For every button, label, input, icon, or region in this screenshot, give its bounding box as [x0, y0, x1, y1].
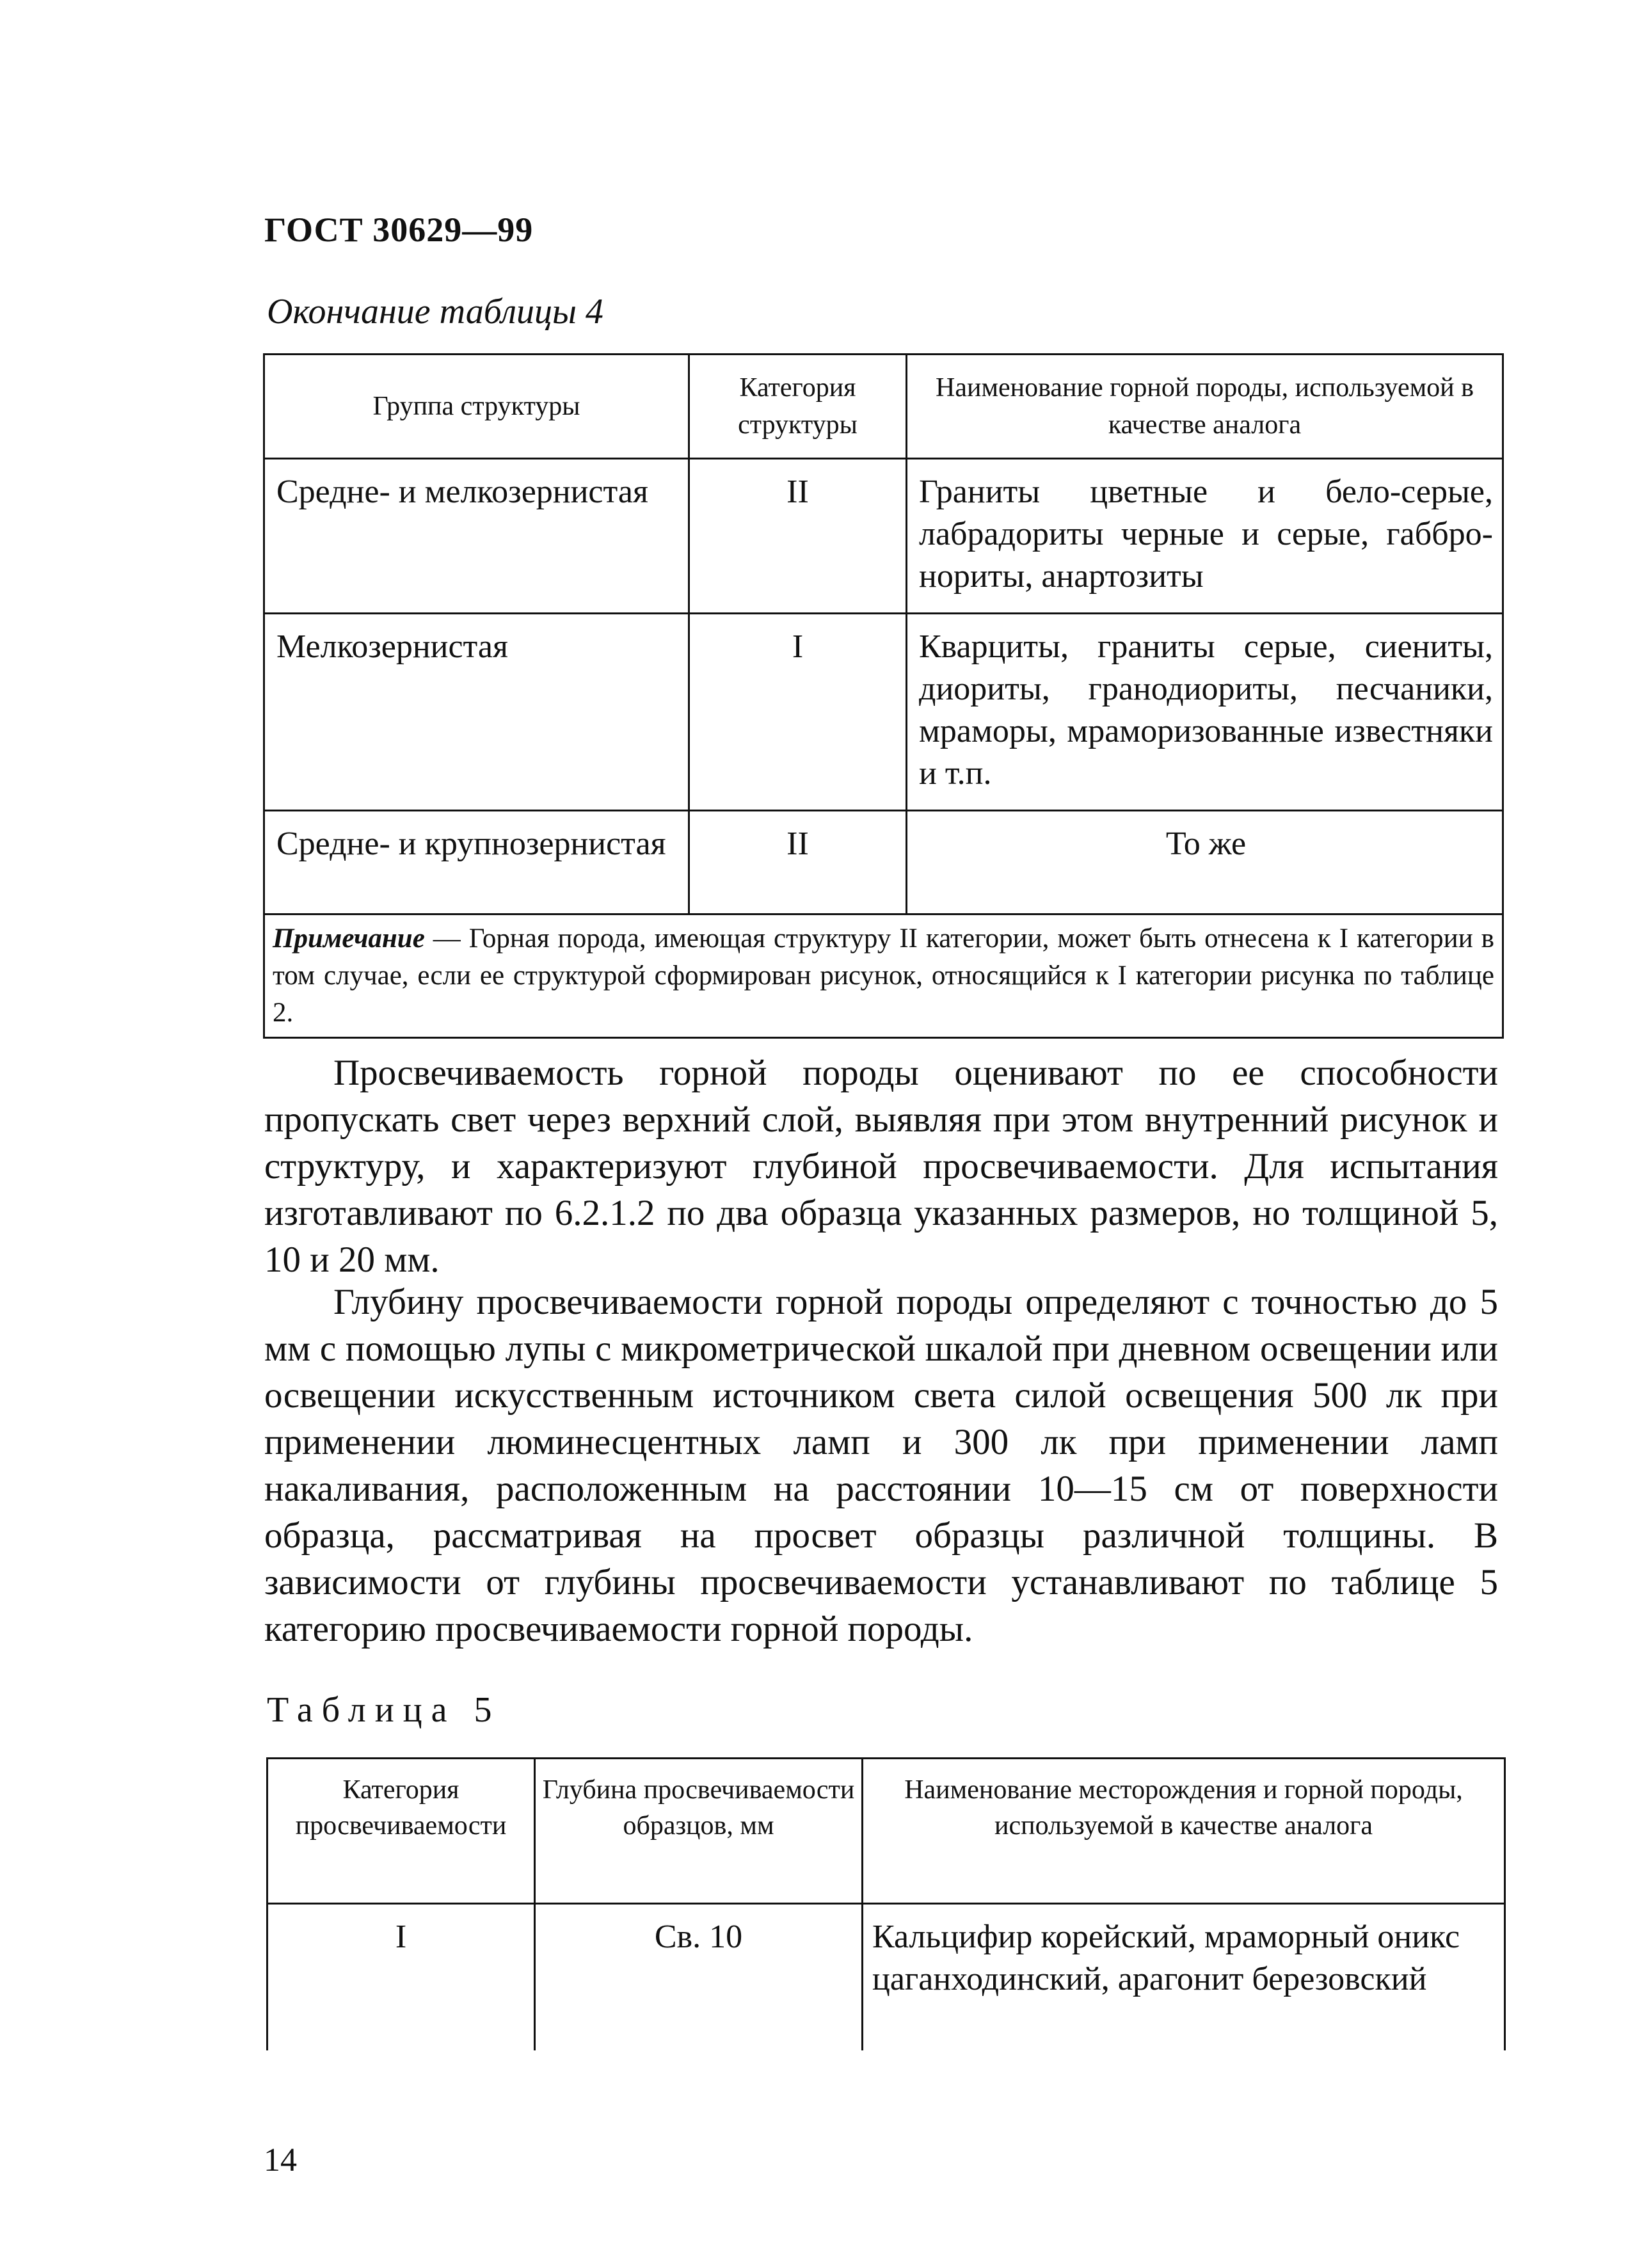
table-row — [264, 459, 1503, 614]
table4-cell-rock: Кварциты, граниты серые, сиениты, диориты, гранодиориты, песчаники, мраморы, мраморизованные известняки и т.п. — [907, 614, 1503, 811]
table5-header-depth: Глубина просвечиваемости образцов, мм — [535, 1759, 863, 1904]
document-code: ГОСТ 30629—99 — [264, 211, 534, 249]
table-row — [264, 614, 1503, 811]
table-row — [267, 1904, 1505, 2051]
table4-header-rock: Наименование горной породы, используемой в качестве аналога — [907, 355, 1503, 459]
table4-cell-category: II — [689, 811, 907, 914]
table4-cell-category: I — [689, 614, 907, 811]
table4 — [263, 353, 1504, 1039]
page-number: 14 — [264, 2142, 297, 2178]
table4-cell-category: II — [689, 459, 907, 614]
table5-header-deposit: Наименование месторождения и горной породы, используемой в качестве аналога — [863, 1759, 1505, 1904]
table4-cell-rock: Граниты цветные и бело-серые, лабрадориты черные и серые, габбро-нориты, анартозиты — [907, 459, 1503, 614]
paragraph-depth-method: Глубину просвечиваемости горной породы определяют с точностью до 5 мм с помощью лупы с микрометрической шкалой при дневном освещении или освещении искусственным источником света силой освещения 500 лк при применении люминесцентных ламп и 300 лк при применении ламп накаливания, расположенным на расстоянии 10—15 см от поверхности образца, рассматривая на просвет образцы различной толщины. В зависимости от глубины просвечиваемости устанавливают по таблице 5 категорию просвечиваемости горной породы. — [264, 1282, 1498, 1649]
table5-cell-deposit: Кальцифир корейский, мраморный оникс цаганходинский, арагонит березовский — [863, 1904, 1505, 2051]
table4-cell-group: Средне- и крупнозернистая — [264, 811, 689, 914]
table4-header-category: Категория структуры — [689, 355, 907, 459]
table5-cell-depth: Св. 10 — [535, 1904, 863, 2051]
note-text: — Горная порода, имеющая структуру II категории, может быть отнесена к I категории в том случае, если ее структурой сформирован рисунок, относящийся к I категории рисунка по таблице 2. — [273, 923, 1494, 1028]
table5-cell-category: I — [267, 1904, 535, 2051]
note-label: Примечание — [273, 923, 425, 954]
table4-note-row — [264, 914, 1503, 1038]
table4-header-row — [264, 355, 1503, 459]
table4-caption: Окончание таблицы 4 — [267, 292, 603, 331]
table5-header-row — [267, 1759, 1505, 1904]
table4-note — [264, 914, 1503, 1038]
table-row — [264, 811, 1503, 914]
table5 — [266, 1757, 1506, 2050]
table4-cell-group: Средне- и мелкозернистая — [264, 459, 689, 614]
table4-header-group: Группа структуры — [264, 355, 689, 459]
table5-caption: Таблица 5 — [267, 1690, 501, 1730]
paragraph-translucency: Просвечиваемость горной породы оценивают по ее способности пропускать свет через верхний слой, выявляя при этом внутренний рисунок и структуру, и характеризуют глубиной просвечиваемости. Для испытания изготавливают по 6.2.1.2 по два образца указанных размеров, но толщиной 5, 10 и 20 мм. — [264, 1053, 1498, 1280]
table5-header-category: Категория просвечиваемости — [267, 1759, 535, 1904]
table4-cell-group: Мелкозернистая — [264, 614, 689, 811]
table4-cell-rock: То же — [907, 811, 1503, 914]
